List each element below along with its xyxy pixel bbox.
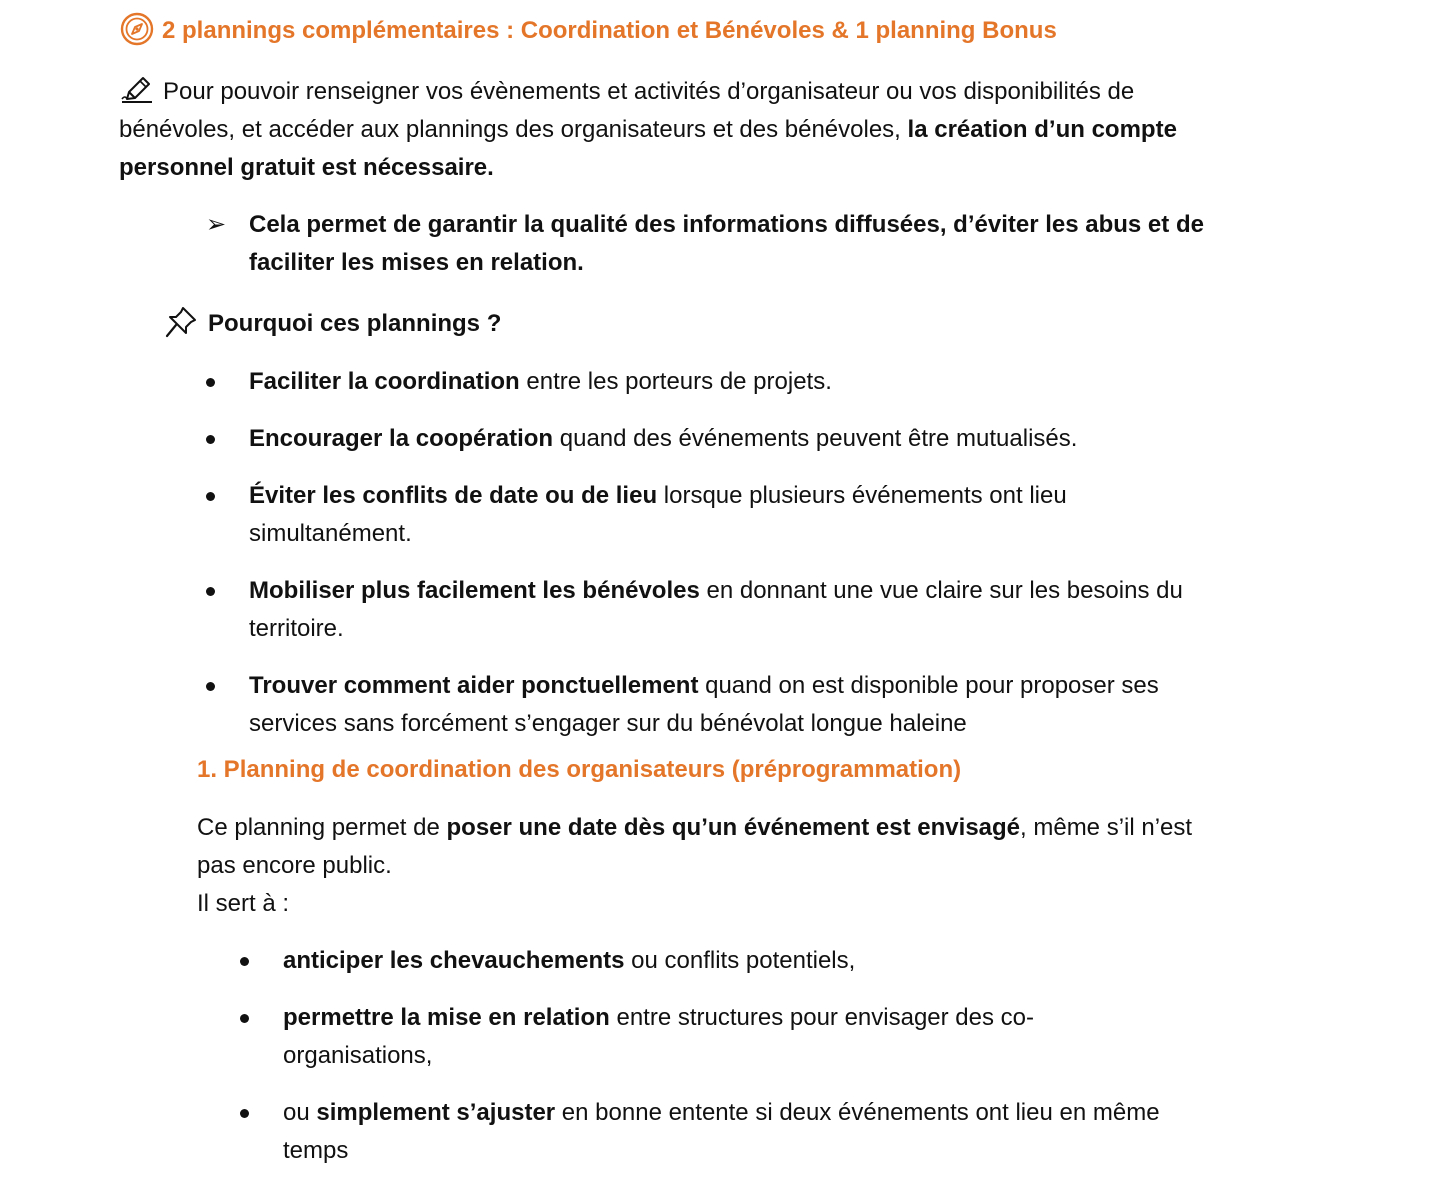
item-text: entre les porteurs de projets.: [519, 368, 832, 395]
item-text: quand on est disponible pour proposer ses services sans forcément s’engager sur du bénévolat longue haleine: [249, 672, 1159, 737]
item-bold-text: Éviter les conflits de date ou de lieu: [249, 482, 658, 509]
list-item: [249, 477, 1224, 553]
item-prefix: ou: [283, 1099, 317, 1126]
intro-bold-text: la création d’un compte personnel gratuit est nécessaire.: [119, 116, 1177, 181]
para-bold-text: poser une date dès qu’un événement est envisagé: [446, 814, 1021, 841]
why-heading: [164, 305, 501, 343]
list-item: [249, 420, 1224, 458]
item-bold-text: anticiper les chevauchements: [283, 947, 625, 974]
pushpin-icon: [164, 305, 198, 339]
section-1-paragraph: [197, 809, 1207, 923]
item-text: quand des événements peuvent être mutualisés.: [553, 425, 1078, 452]
serves-label: Il sert à :: [197, 890, 290, 917]
item-text: en bonne entente si deux événements ont lieu en même temps: [283, 1099, 1160, 1164]
intro-paragraph: [119, 73, 1209, 187]
item-bold-text: Trouver comment aider ponctuellement: [249, 672, 699, 699]
item-bold-text: Mobiliser plus facilement les bénévoles: [249, 577, 700, 604]
section-1-title: 1. Planning de coordination des organisateurs (préprogrammation): [197, 756, 962, 783]
list-item: [249, 363, 1224, 401]
arrow-list-item: Cela permet de garantir la qualité des informations diffusées, d’éviter les abus et de faciliter les mises en relation.: [249, 211, 1204, 276]
item-bold-text: permettre la mise en relation: [283, 1004, 610, 1031]
bullet-dot: [206, 435, 215, 444]
list-item: [283, 999, 1183, 1075]
serves-bullet-list: [283, 942, 1183, 1189]
heading-text: 2 plannings complémentaires : Coordination et Bénévoles & 1 planning Bonus: [162, 17, 1057, 44]
item-text: lorsque plusieurs événements ont lieu simultanément.: [249, 482, 1067, 547]
why-title: Pourquoi ces plannings ?: [208, 310, 502, 337]
bullet-dot: [240, 1014, 249, 1023]
bullet-dot: [206, 682, 215, 691]
arrow-bullet-icon: ➢: [206, 211, 227, 238]
item-bold-text: Encourager la coopération: [249, 425, 554, 452]
item-text: entre structures pour envisager des co-organisations,: [283, 1004, 1035, 1069]
bullet-dot: [240, 1109, 249, 1118]
bullet-dot: [206, 378, 215, 387]
item-bold-text: Faciliter la coordination: [249, 368, 520, 395]
item-text: en donnant une vue claire sur les besoins du territoire.: [249, 577, 1183, 642]
list-item: [283, 1094, 1183, 1170]
intro-text: Pour pouvoir renseigner vos évènements et activités d’organisateur ou vos disponibilités de bénévoles, et accéder aux plannings des organisateurs et des bénévoles,: [119, 78, 1135, 143]
why-bullet-list: [249, 363, 1224, 762]
writing-hand-icon: [119, 75, 155, 105]
item-bold-text: simplement s’ajuster: [316, 1099, 556, 1126]
list-item: [249, 667, 1224, 743]
bullet-dot: [206, 587, 215, 596]
bullet-dot: [206, 492, 215, 501]
compass-icon: [120, 12, 154, 46]
list-item: [249, 572, 1224, 648]
para-text: Ce planning permet de: [197, 814, 447, 841]
item-text: ou conflits potentiels,: [624, 947, 856, 974]
document-heading: [120, 12, 1057, 50]
bullet-dot: [240, 957, 249, 966]
para-text-end: , même s’il n’est pas encore public.: [197, 814, 1193, 879]
list-item: [283, 942, 1183, 980]
